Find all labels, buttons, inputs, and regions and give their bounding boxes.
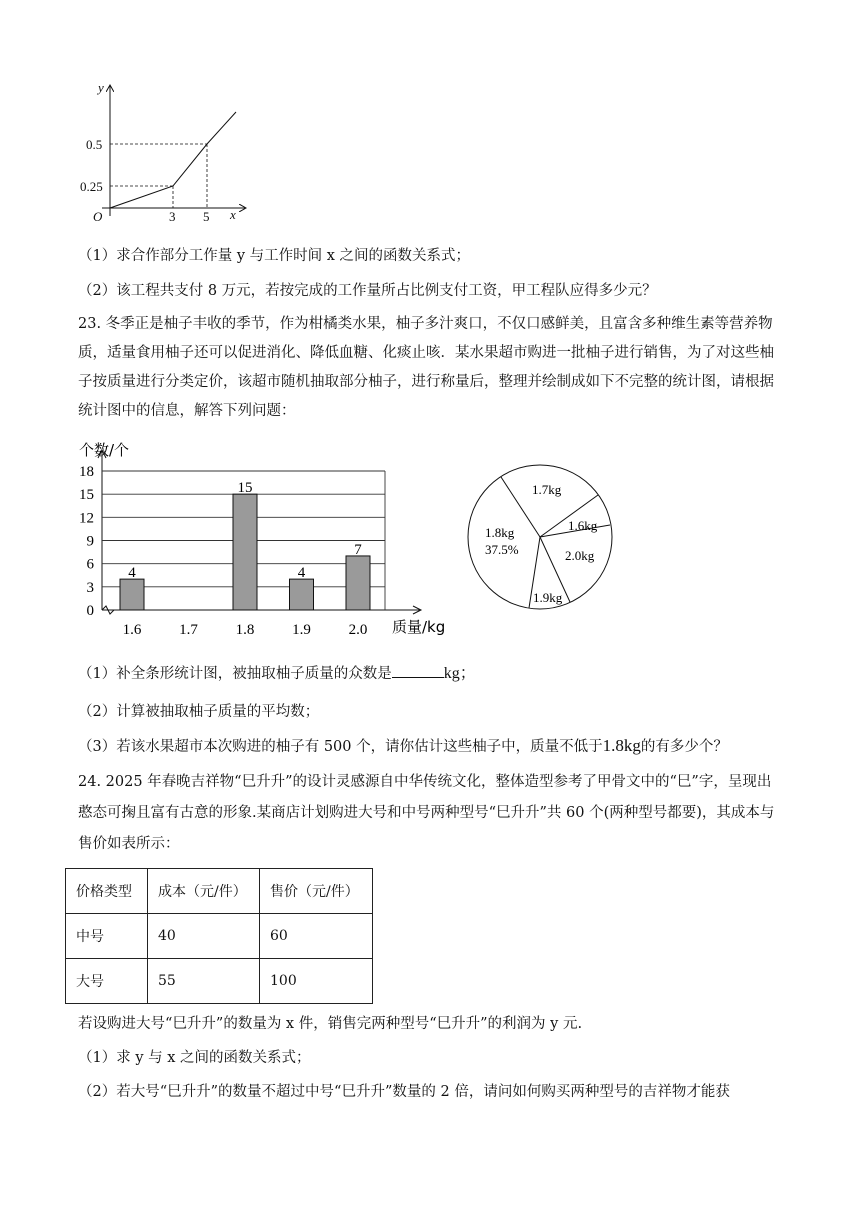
bar-value-label: 15 xyxy=(237,480,253,497)
bar-y-tick: 18 xyxy=(79,464,94,480)
work-graph xyxy=(80,78,250,228)
bar xyxy=(120,579,144,610)
pie-chart xyxy=(460,462,620,622)
y-tick-025: 0.25 xyxy=(80,179,103,194)
bar-y-tick: 9 xyxy=(86,533,94,550)
bar-y-tick: 0 xyxy=(86,603,94,619)
bar-value-label: 7 xyxy=(354,541,362,558)
q23-intro: 23. 冬季正是柚子丰收的季节，作为柑橘类水果，柚子多汁爽口，不仅口感鲜美，且富含多种维生素等营养物质，适量食用柚子还可以促进消化、降低血糖、化痰止咳．某水果超市购进一批柚子进行销售，为了对这些柚子按质量进行分类定价，该超市随机抽取部分柚子，进行称量后，整理并绘制成如下不完整的统计图，请根据统计图中的信息，解答下列问题： xyxy=(78,316,774,419)
bar-value-label: 4 xyxy=(297,565,306,582)
q23-part1 xyxy=(78,660,476,683)
bar-chart xyxy=(55,438,455,638)
bar-y-tick: 15 xyxy=(79,487,94,504)
q24-setup: 若设购进大号“巳升升”的数量为 x 件，销售完两种型号“巳升升”的利润为 y 元. xyxy=(78,1016,583,1032)
q23-part2: （2）计算被抽取柚子质量的平均数； xyxy=(78,704,320,720)
bar xyxy=(346,556,370,610)
x-axis-label: x xyxy=(230,207,236,222)
bar-y-tick: 6 xyxy=(86,556,94,573)
table-header: 售价（元/件） xyxy=(260,869,373,914)
x-tick-5: 5 xyxy=(203,209,210,224)
bar-x-tick: 1.7 xyxy=(179,622,198,638)
table-header: 成本（元/件） xyxy=(148,869,260,914)
y-axis-label: y xyxy=(98,80,104,95)
table-row xyxy=(66,914,373,959)
bar-ylabel: 个数/个 xyxy=(79,441,130,459)
q24-part1: （1）求 y 与 x 之间的函数关系式； xyxy=(78,1050,311,1066)
table-header-row xyxy=(66,869,373,914)
pie-label-19: 1.9kg xyxy=(533,590,563,605)
x-tick-3: 3 xyxy=(169,209,176,224)
bar-y-tick: 3 xyxy=(86,579,94,596)
table-cell: 大号 xyxy=(66,959,148,1004)
origin-label: O xyxy=(93,209,103,224)
table-row xyxy=(66,959,373,1004)
table-cell: 中号 xyxy=(66,914,148,959)
q23-part3-text: （3）若该水果超市本次购进的柚子有 500 个，请你估计这些柚子中，质量不低于 xyxy=(78,739,603,755)
bar-xlabel: 质量/kg xyxy=(392,618,446,636)
q24-part2: （2）若大号“巳升升”的数量不超过中号“巳升升”数量的 2 倍，请问如何购买两种型号的吉祥物才能获 xyxy=(78,1084,730,1100)
table-header: 价格类型 xyxy=(66,869,148,914)
q22-part2: （2）该工程共支付 8 万元，若按完成的工作量所占比例支付工资，甲工程队应得多少元？ xyxy=(78,283,657,299)
q23-part1-unit: kg； xyxy=(443,665,476,682)
answer-blank[interactable] xyxy=(392,663,444,678)
q23-part3 xyxy=(78,735,728,756)
pie-percent-18: 37.5% xyxy=(485,542,519,557)
pie-label-20: 2.0kg xyxy=(565,548,595,563)
table-cell: 60 xyxy=(260,914,373,959)
bar-x-tick: 2.0 xyxy=(348,622,368,638)
q23-part3-tail: 的有多少个？ xyxy=(640,739,728,755)
table-cell: 40 xyxy=(148,914,260,959)
q24-intro: 24. 2025 年春晚吉祥物“巳升升”的设计灵感源自中华传统文化，整体造型参考了甲骨文中的“巳”字，呈现出憨态可掬且富有古意的形象.某商店计划购进大号和中号两种型号“巳升升”共 60 个(两种型号都要)，其成本与售价如表所示： xyxy=(78,774,775,852)
bar-value-label: 4 xyxy=(128,565,136,582)
table-cell: 55 xyxy=(148,959,260,1004)
q22-part1: （1）求合作部分工作量 y 与工作时间 x 之间的函数关系式； xyxy=(78,248,471,264)
bar xyxy=(290,579,314,610)
bar-x-tick: 1.6 xyxy=(122,622,142,638)
pie-label-18: 1.8kg xyxy=(485,525,515,540)
table-cell: 100 xyxy=(260,959,373,1004)
y-tick-05: 0.5 xyxy=(86,137,103,152)
bar-x-tick: 1.8 xyxy=(235,622,255,638)
bar-y-tick: 12 xyxy=(79,510,94,527)
pie-label-17: 1.7kg xyxy=(532,482,562,497)
bar xyxy=(233,494,257,610)
q23-part1-text: （1）补全条形统计图，被抽取柚子质量的众数是 xyxy=(78,666,392,682)
bar-x-tick: 1.9 xyxy=(292,622,311,638)
cost-price-table xyxy=(65,868,373,1004)
q23-part3-mass: 1.8kg xyxy=(602,736,641,755)
pie-label-16: 1.6kg xyxy=(568,518,598,533)
